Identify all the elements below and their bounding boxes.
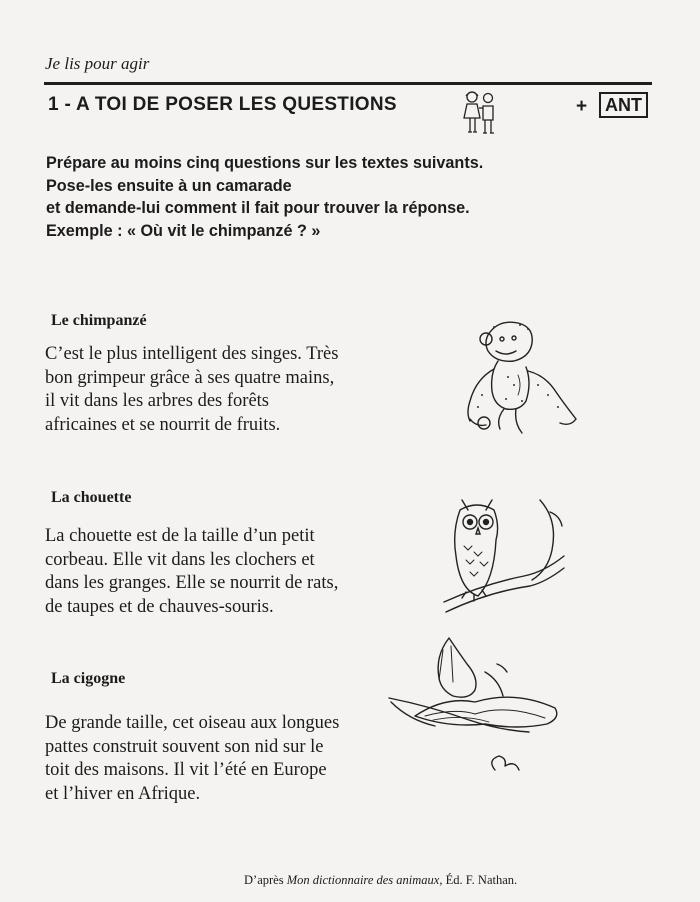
instruction-line: Exemple : « Où vit le chimpanzé ? » [46,221,321,240]
instruction-line: Prépare au moins cinq questions sur les textes suivants. [46,154,484,172]
header-rule [44,82,652,85]
credit-suffix: , Éd. F. Nathan. [439,873,518,887]
text-line: toit des maisons. Il vit l’été en Europe [45,760,327,780]
text-line: dans les granges. Elle se nourrit de rats, [45,573,339,593]
section-text-chimpanze [45,343,338,437]
ant-tag: ANT [599,92,648,118]
text-line: et l’hiver en Afrique. [45,783,201,804]
stork-nest-drawing [385,632,585,802]
credit-book-title: Mon dictionnaire des animaux [286,873,440,887]
source-credit [244,873,517,888]
exercise-title: 1 - A TOI DE POSER LES QUESTIONS [48,94,397,115]
instruction-line: Pose-les ensuite à un camarade [46,176,292,195]
text-line: De grande taille, cet oiseau aux longues [45,713,340,733]
plus-sign: + [576,96,588,117]
section-title-chimpanze: Le chimpanzé [51,312,147,329]
series-header: Je lis pour agir [45,54,150,73]
text-line: La chouette est de la taille d’un petit [45,526,315,546]
instruction-line: et demande-lui comment il fait pour trouver la réponse. [46,199,470,217]
section-text-chouette [45,525,338,619]
text-line: de taupes et de chauves-souris. [45,596,274,617]
text-line: il vit dans les arbres des forêts [45,391,269,411]
section-text-cigogne [45,712,339,806]
owl-drawing [440,490,570,615]
text-line: corbeau. Elle vit dans les clochers et [45,549,315,570]
credit-prefix: D’après [244,873,287,887]
instructions [46,152,483,242]
text-line: pattes construit souvent son nid sur le [45,736,324,757]
section-title-chouette: La chouette [51,489,132,506]
children-icon [460,88,500,140]
chimpanzee-drawing [458,315,583,440]
section-title-cigogne: La cigogne [51,670,126,687]
text-line: africaines et se nourrit de fruits. [45,414,281,435]
text-line: C’est le plus intelligent des singes. Très [45,344,339,364]
text-line: bon grimpeur grâce à ses quatre mains, [45,367,335,388]
